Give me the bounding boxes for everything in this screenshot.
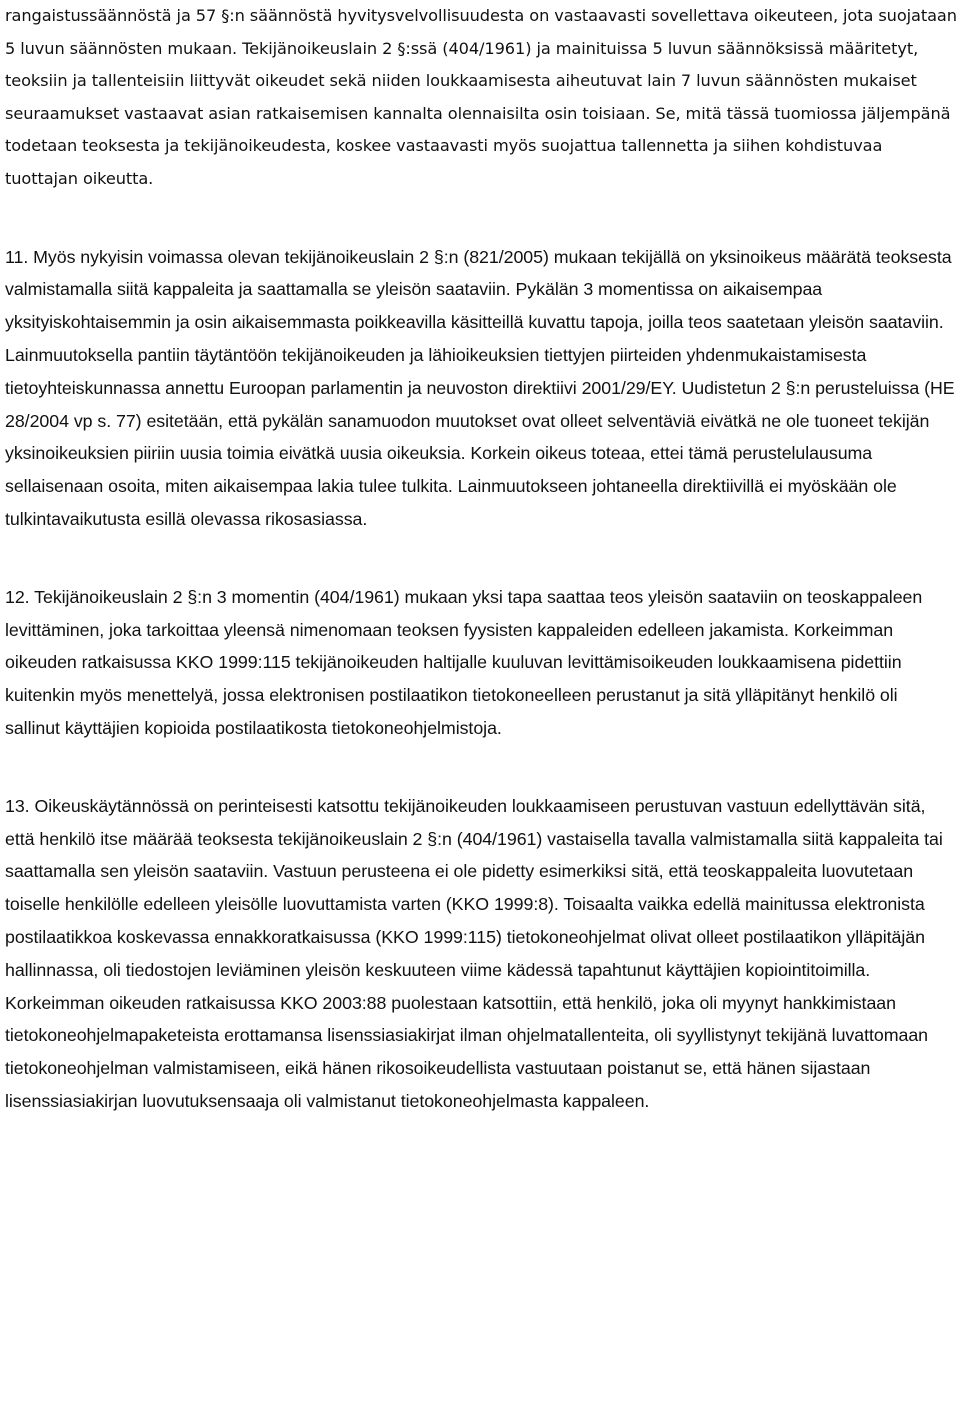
paragraph-spacer [5, 745, 957, 790]
document-page [5, 0, 957, 1118]
paragraph-13: 13. Oikeuskäytännössä on perinteisesti katsottu tekijänoikeuden loukkaamiseen perustuvan vastuun edellyttävän sitä, että henkilö itse määrää teoksesta tekijänoikeuslain 2 §:n (404/1961) vastaisella tavalla valmistamalla siitä kappaleita tai saattamalla sen yleisön saataviin. Vastuun perusteena ei ole pidetty esimerkiksi sitä, että teoskappaleita luovutetaan toiselle henkilölle edelleen yleisölle luovuttamista varten (KKO 1999:8). Toisaalta vaikka edellä mainitussa elektronista postilaatikkoa koskevassa ennakkoratkaisussa (KKO 1999:115) tietokoneohjelmat olivat olleet postilaatikon ylläpitäjän hallinnassa, oli tiedostojen leviäminen yleisön keskuuteen viime kädessä tapahtunut käyttäjien kopiointitoimilla. Korkeimman oikeuden ratkaisussa KKO 2003:88 puolestaan katsottiin, että henkilö, joka oli myynyt hankkimistaan tietokoneohjelmapaketeista erottamansa lisenssiasiakirjat ilman ohjelmatallenteita, oli syyllistynyt tekijänä luvattomaan tietokoneohjelman valmistamiseen, eikä hänen rikosoikeudellista vastuutaan poistanut se, että hänen sijastaan lisenssiasiakirjan luovutuksensaaja oli valmistanut tietokoneohjelmasta kappaleen. [5, 795, 943, 1111]
paragraph-11: 11. Myös nykyisin voimassa olevan tekijänoikeuslain 2 §:n (821/2005) mukaan tekijällä on yksinoikeus määrätä teoksesta valmistamalla siitä kappaleita ja saattamalla se yleisön saataviin. Pykälän 3 momentissa on aikaisempaa yksityiskohtaisemmin ja osin aikaisemmasta poikkeavilla käsitteillä kuvattu tapoja, joilla teos saatetaan yleisön saataviin. Lainmuutoksella pantiin täytäntöön tekijänoikeuden ja lähioikeuksien tiettyjen piirteiden yhdenmukaistamisesta tietoyhteiskunnassa annettu Euroopan parlamentin ja neuvoston direktiivi 2001/29/EY. Uudistetun 2 §:n perusteluissa (HE 28/2004 vp s. 77) esitetään, että pykälän sanamuodon muutokset ovat olleet selventäviä eivätkä ne ole tuoneet tekijän yksinoikeuksien piiriin uusia toimia eivätkä uusia oikeuksia. Korkein oikeus toteaa, ettei tämä perustelulausuma sellaisenaan osoita, miten aikaisempaa lakia tulee tulkita. Lainmuutokseen johtaneella direktiivillä ei myöskään ole tulkintavaikutusta esillä olevassa rikosasiassa. [5, 246, 955, 529]
paragraph-spacer [5, 536, 957, 581]
paragraph-12: 12. Tekijänoikeuslain 2 §:n 3 momentin (404/1961) mukaan yksi tapa saattaa teos yleisön saataviin on teoskappaleen levittäminen, joka tarkoittaa yleensä nimenomaan teoksen fyysisten kappaleiden edelleen jakamista. Korkeimman oikeuden ratkaisussa KKO 1999:115 tekijänoikeuden haltijalle kuuluvan levittämisoikeuden loukkaamisena pidettiin kuitenkin myös menettelyä, jossa elektronisen postilaatikon tietokoneelleen perustanut ja sitä ylläpitänyt henkilö oli sallinut käyttäjien kopioida postilaatikosta tietokoneohjelmistoja. [5, 586, 923, 738]
paragraph-10-continuation: rangaistussäännöstä ja 57 §:n säännöstä hyvitysvelvollisuudesta on vastaavasti sovellettava oikeuteen, jota suojataan 5 luvun säännösten mukaan. Tekijänoikeuslain 2 §:ssä (404/1961) ja mainituissa 5 luvun säännöksissä määritetyt, teoksiin ja tallenteisiin liittyvät oikeudet sekä niiden loukkaamisesta aiheutuvat lain 7 luvun säännösten mukaiset seuraamukset vastaavat asian ratkaisemisen kannalta olennaisilta osin toisiaan. Se, mitä tässä tuomiossa jäljempänä todetaan teoksesta ja tekijänoikeudesta, koskee vastaavasti myös suojattua tallennetta ja siihen kohdistuvaa tuottajan oikeutta. [5, 6, 957, 188]
paragraph-spacer [5, 196, 957, 241]
